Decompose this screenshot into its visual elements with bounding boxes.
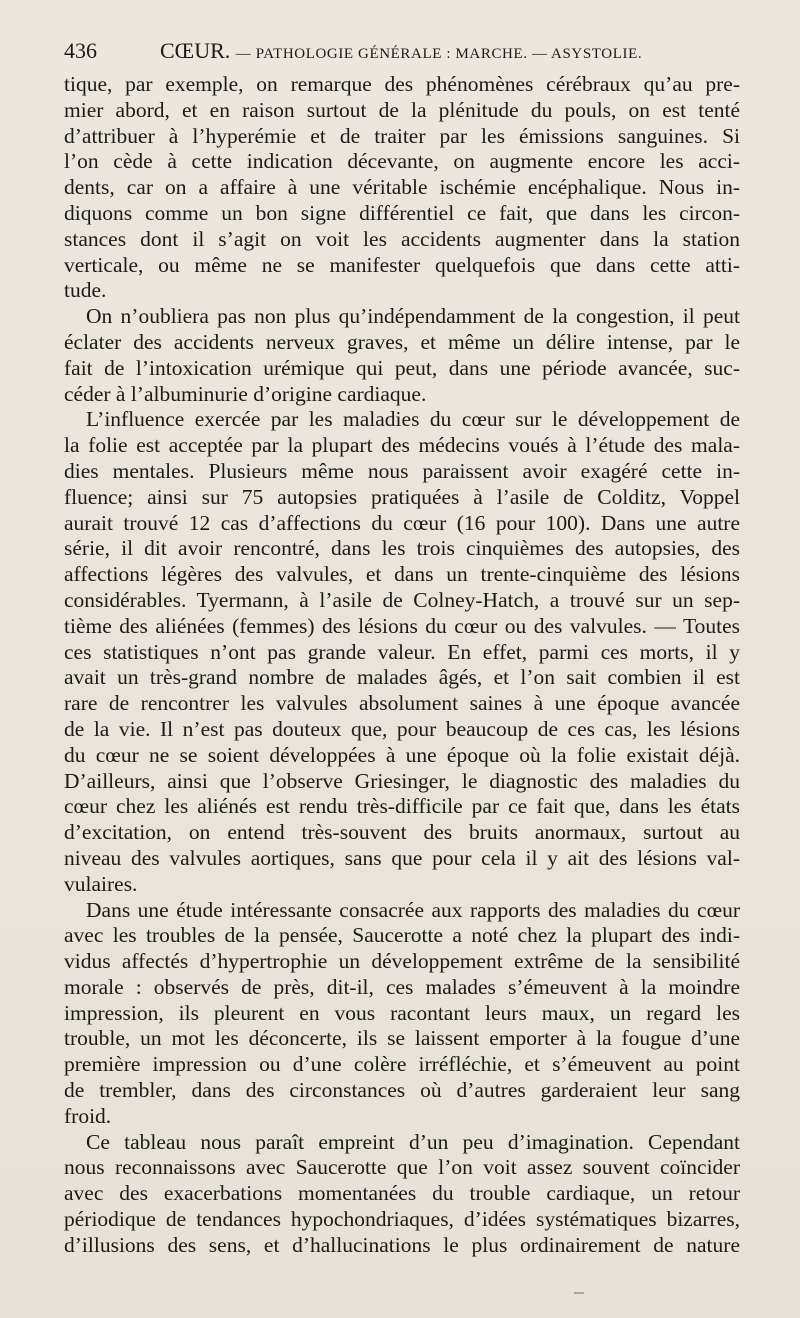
running-title-rest: — PATHOLOGIE GÉNÉRALE : MARCHE. — ASYSTOLIE. (235, 46, 643, 62)
text-line: aurait trouvé 12 cas d’affections du cœur (16 pour 100). Dans une autre (64, 510, 740, 535)
text-line: fait de l’intoxication urémique qui peut, dans une période avancée, suc- (64, 355, 740, 380)
text-line: dents, car on a affaire à une véritable ischémie encéphalique. Nous in- (64, 175, 740, 200)
text-line: affections légères des valvules, et dans un trente-cinquième des lésions (64, 562, 740, 587)
text-line: l’on cède à cette indication décevante, on augmente encore les acci- (64, 149, 740, 174)
text-line: nous reconnaissons avec Saucerotte que l’on voit assez souvent coïncider (64, 1155, 740, 1180)
ink-speck (574, 1292, 584, 1294)
text-line: fluence; ainsi sur 75 autopsies pratiquées à l’asile de Colditz, Voppel (64, 484, 740, 509)
text-line: rare de rencontrer les valvules absolument saines à une époque avancée (64, 691, 740, 716)
text-line: avait un très-grand nombre de malades âgés, et l’on sait combien il est (64, 665, 740, 690)
text-line: du cœur ne se soient développées à une époque où la folie existait déjà. (64, 742, 740, 767)
text-line: D’ailleurs, ainsi que l’observe Griesinger, le diagnostic des maladies du (64, 768, 740, 793)
text-line: céder à l’albuminurie d’origine cardiaque. (64, 381, 427, 406)
text-line: vidus affectés d’hypertrophie un développement extrême de la sensibilité (64, 949, 740, 974)
text-line: diquons comme un bon signe différentiel ce fait, que dans les circon- (64, 200, 740, 225)
text-line: d’attribuer à l’hyperémie et de traiter par les émissions sanguines. Si (64, 123, 740, 148)
text-line: de trembler, dans des circonstances où d’autres garderaient leur sang (64, 1078, 740, 1103)
text-line: tième des aliénées (femmes) des lésions du cœur ou des valvules. — Toutes (64, 613, 740, 638)
text-line: trouble, un mot les déconcerte, ils se laissent emporter à la fougue d’une (64, 1026, 740, 1051)
text-line: considérables. Tyermann, à l’asile de Colney-Hatch, a trouvé sur un sep- (64, 587, 740, 612)
text-line: avec les troubles de la pensée, Saucerotte a noté chez la plupart des indi- (64, 923, 740, 948)
text-line: froid. (64, 1103, 112, 1128)
text-line: Ce tableau nous paraît empreint d’un peu d’imagination. Cependant (86, 1129, 740, 1154)
text-line: mier abord, et en raison surtout de la plénitude du pouls, on est tenté (64, 97, 740, 122)
running-title-main: CŒUR. (160, 38, 231, 63)
text-line: Dans une étude intéressante consacrée aux rapports des maladies du cœur (86, 897, 740, 922)
page-number: 436 (64, 38, 97, 63)
text-line: de la vie. Il n’est pas douteux que, pour beaucoup de ces cas, les lésions (64, 716, 740, 741)
text-line: série, il dit avoir rencontré, dans les trois cinquièmes des autopsies, des (64, 536, 740, 561)
text-line: impression, ils pleurent en vous racontant leurs maux, un regard les (64, 1000, 740, 1025)
text-line: ces statistiques n’ont pas grande valeur. En effet, parmi ces morts, il y (64, 639, 740, 664)
text-line: avec des exacerbations momentanées du trouble cardiaque, un retour (64, 1181, 740, 1206)
text-line: d’illusions des sens, et d’hallucinations le plus ordinairement de nature (64, 1232, 740, 1257)
text-line: dies mentales. Plusieurs même nous paraissent avoir exagéré cette in- (64, 458, 740, 483)
text-line: tique, par exemple, on remarque des phénomènes cérébraux qu’au pre- (64, 72, 740, 96)
text-line: L’influence exercée par les maladies du cœur sur le développement de (86, 407, 740, 432)
text-line: cœur chez les aliénés est rendu très-difficile par ce fait que, dans les états (64, 794, 740, 819)
text-line: la folie est acceptée par la plupart des médecins voués à l’étude des mala- (64, 433, 740, 458)
running-title (160, 38, 642, 64)
text-line: éclater des accidents nerveux graves, et même un délire intense, par le (64, 329, 740, 354)
text-line: vulaires. (64, 871, 138, 896)
text-line: périodique de tendances hypochondriaques, d’idées systématiques bizarres, (64, 1207, 740, 1232)
text-line: On n’oubliera pas non plus qu’indépendamment de la congestion, il peut (86, 304, 740, 329)
text-line: stances dont il s’agit on voit les accidents augmenter dans la station (64, 226, 740, 251)
running-header (64, 38, 740, 68)
text-line: verticale, ou même ne se manifester quelquefois que dans cette atti- (64, 252, 740, 277)
text-line: d’excitation, on entend très-souvent des bruits anormaux, surtout au (64, 820, 740, 845)
text-line: niveau des valvules aortiques, sans que pour cela il y ait des lésions val- (64, 845, 740, 870)
text-line: morale : observés de près, dit-il, ces malades s’émeuvent à la moindre (64, 974, 740, 999)
body-text (64, 72, 740, 1259)
text-line: première impression ou d’une colère irréfléchie, et s’émeuvent au point (64, 1052, 740, 1077)
text-line: tude. (64, 278, 107, 303)
